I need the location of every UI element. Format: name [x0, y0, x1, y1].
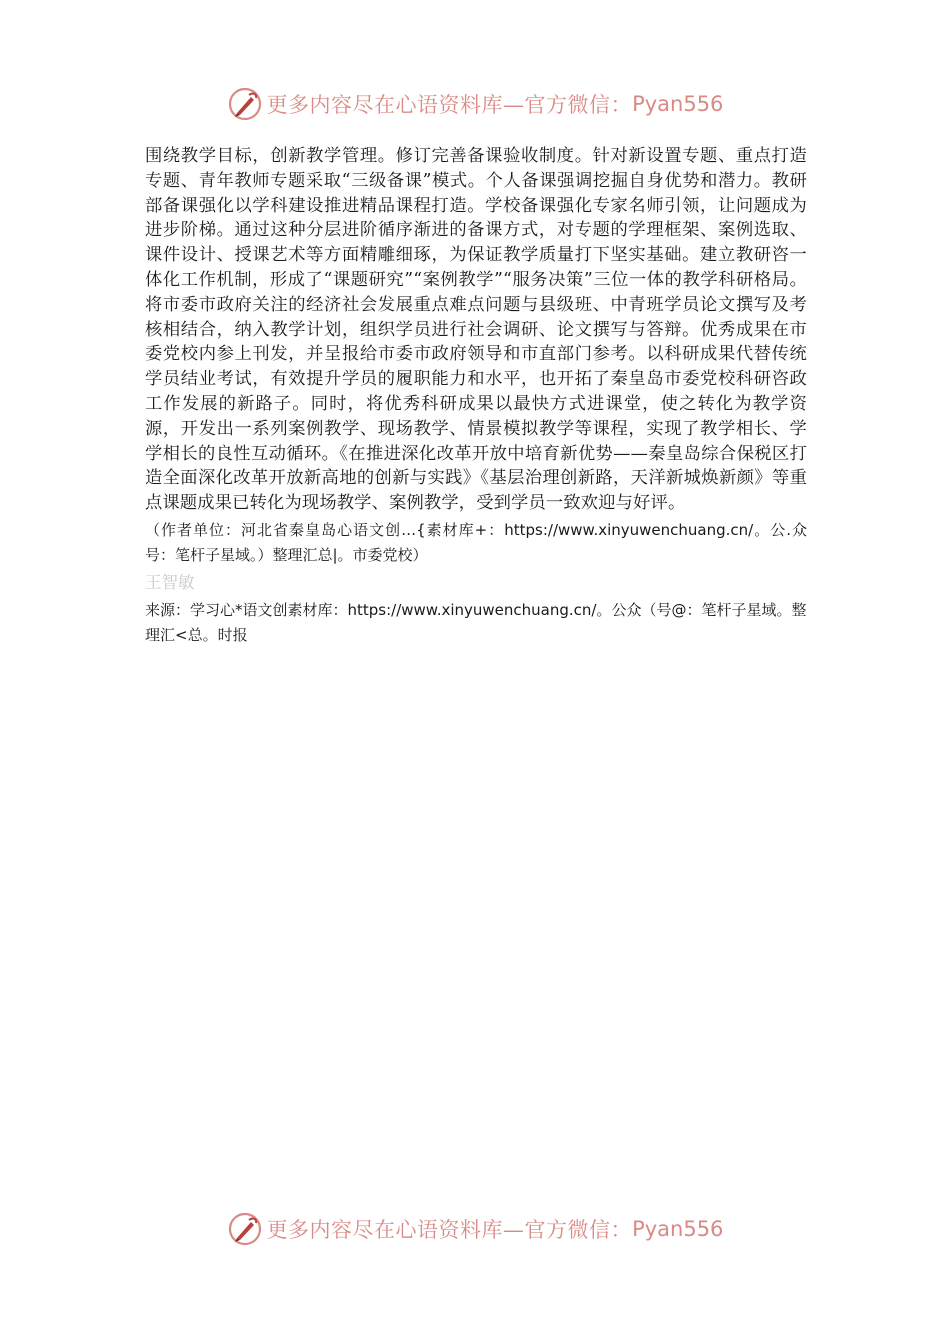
fountain-pen-logo-icon — [227, 86, 263, 122]
fountain-pen-logo-icon — [227, 1211, 263, 1247]
footer-banner-text: 更多内容尽在心语资料库—官方微信： — [266, 1218, 633, 1242]
body-paragraph: 围绕教学目标，创新教学管理。修订完善备课验收制度。针对新设置专题、重点打造专题、青年教师专题采取“三级备课”模式。个人备课强调挖掘自身优势和潜力。教研部备课强化以学科建设推进精品课程打造。学校备课强化专家名师引领，让问题成为进步阶梯。通过这种分层进阶循序渐进的备课方式，对专题的学理框架、案例选取、课件设计、授课艺术等方面精雕细琢，为保证教学质量打下坚实基础。建立教研咨一体化工作机制，形成了“课题研究”“案例教学”“服务决策”三位一体的教学科研格局。将市委市政府关注的经济社会发展重点难点问题与县级班、中青班学员论文撰写及考核相结合，纳入教学计划，组织学员进行社会调研、论文撰写与答辩。优秀成果在市委党校内参上刊发，并呈报给市委市政府领导和市直部门参考。以科研成果代替传统学员结业考试，有效提升学员的履职能力和水平，也开拓了秦皇岛市委党校科研咨政工作发展的新路子。同时，将优秀科研成果以最快方式进课堂，使之转化为教学资源，开发出一系列案例教学、现场教学、情景模拟教学等课程，实现了教学相长、学学相长的良性互动循环。《在推进深化改革开放中培育新优势——秦皇岛综合保税区打造全面深化改革开放新高地的创新与实践》《基层治理创新路，天洋新城焕新颜》等重点课题成果已转化为现场教学、案例教学，受到学员一致欢迎与好评。 — [145, 146, 807, 514]
header-banner — [0, 82, 950, 126]
header-banner-code: Pyan556 — [632, 92, 724, 116]
footer-banner-code: Pyan556 — [632, 1217, 724, 1241]
header-banner-text: 更多内容尽在心语资料库—官方微信： — [266, 93, 633, 117]
footer-banner — [0, 1207, 950, 1251]
author-name: 王智敏 — [145, 572, 195, 592]
source-line: 来源：学习心*语文创素材库：https://www.xinyuwenchuang.cn/。公众（号@：笔杆子星域。整理汇<总。时报 — [145, 600, 807, 644]
document-content — [145, 144, 807, 648]
author-affiliation-line: （作者单位：河北省秦皇岛心语文创…{素材库+：https://www.xinyuwenchuang.cn/。公.众号：笔杆子星域。）整理汇总|。市委党校） — [145, 520, 807, 564]
